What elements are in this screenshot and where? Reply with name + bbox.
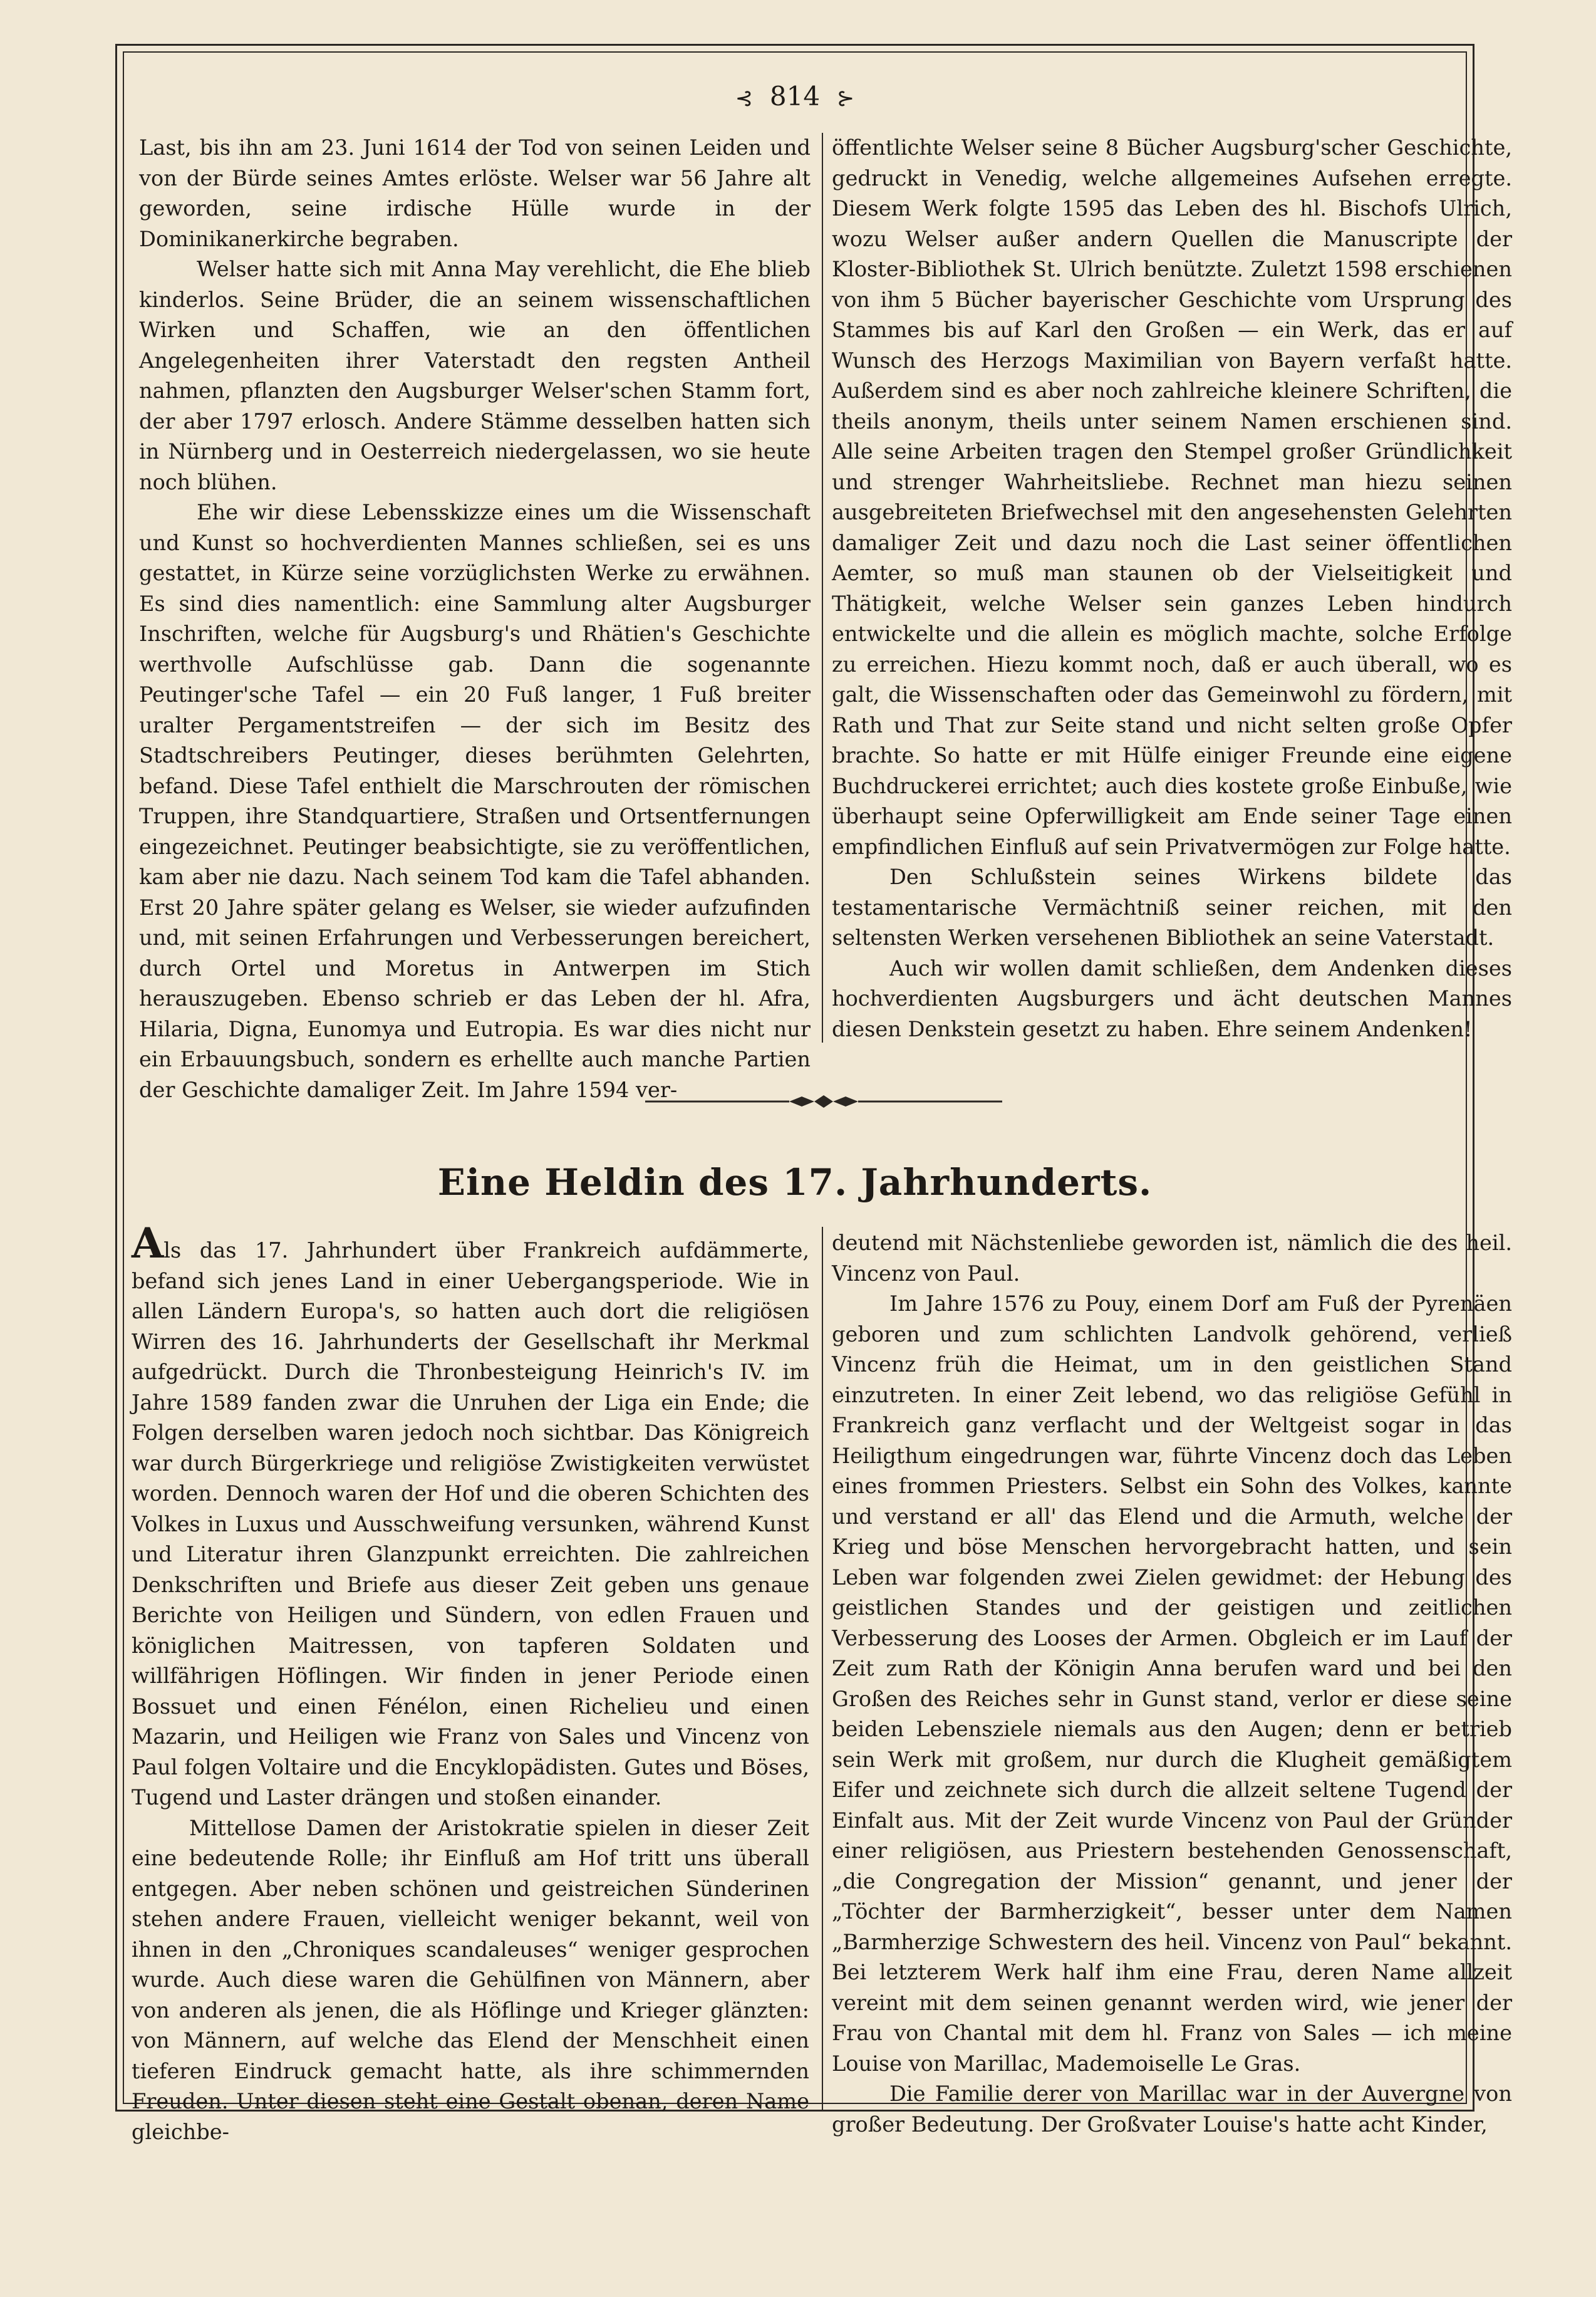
first-paragraph [132,1219,809,1813]
article1-column-left [139,133,811,1105]
paragraph-text: ls das 17. Jahrhundert über Frankreich aufdämmerte, befand sich jenes Land in einer Uebergangsperiode. Wie in allen Ländern Europa's, so hatten auch dort die religiösen Wirren des 16. Jahrhunderts der Gesellschaft ihr Merkmal aufgedrückt. Durch die Thronbesteigung Heinrich's IV. im Jahre 1589 fanden zwar die Unruhen der Liga ein Ende; die Folgen derselben waren jedoch noch sichtbar. Das Königreich war durch Bürgerkriege und religiöse Zwistigkeiten verwüstet worden. Dennoch waren der Hof und die oberen Schichten des Volkes in Luxus und Ausschweifung versunken, während Kunst und Literatur ihren Glanzpunkt erreichten. Die zahlreichen Denkschriften und Briefe aus dieser Zeit geben uns genaue Berichte von Heiligen und Sündern, von edlen Frauen und königlichen Maitressen, von tapferen Soldaten und willfährigen Höflingen. Wir finden in jener Periode einen Bossuet und einen Fénélon, einen Richelieu und einen Mazarin, und Heiligen wie Franz von Sales und Vincenz von Paul folgen Voltaire und die Encyklopädisten. Gutes und Böses, Tugend und Laster drängen und stoßen einander. [132,1238,809,1810]
article2-column-right [832,1228,1512,2140]
drop-cap: A [132,1219,164,1268]
page-number: 814 [769,81,821,112]
ornament-right: ⊱ [836,86,855,111]
paragraph: Welser hatte sich mit Anna May verehlicht, die Ehe blieb kinderlos. Seine Brüder, die an seinem wissenschaftlichen Wirken und Schaffen, wie an den öffentlichen Angelegenheiten ihrer Vaterstadt den regsten Antheil nahmen, pflanzten den Augsburger Welser'schen Stamm fort, der aber 1797 erlosch. Andere Stämme desselben hatten sich in Nürnberg und in Oesterreich niedergelassen, wo sie heute noch blühen. [139,257,811,494]
paragraph: Ehe wir diese Lebensskizze eines um die Wissenschaft und Kunst so hochverdienten Mannes schließen, sei es uns gestattet, in Kürze seine vorzüglichsten Werke zu erwähnen. Es sind dies namentlich: eine Sammlung alter Augsburger Inschriften, welche für Augsburg's und Rhätien's Geschichte werthvolle Aufschlüsse gab. Dann die sogenannte Peutinger'sche Tafel — ein 20 Fuß langer, 1 Fuß breiter uralter Pergamentstreifen — der sich im Besitz des Stadtschreibers Peutinger, dieses berühmten Gelehrten, befand. Diese Tafel enthielt die Marschrouten der römischen Truppen, ihre Standquartiere, Straßen und Ortsentfernungen eingezeichnet. Peutinger beabsichtigte, sie zu veröffentlichen, kam aber nie dazu. Nach seinem Tod kam die Tafel abhanden. Erst 20 Jahre später gelang es Welser, sie wieder aufzufinden und, mit seinen Erfahrungen und Verbesserungen bereichert, durch Ortel und Moretus in Antwerpen im Stich herauszugeben. Ebenso schrieb er das Leben der hl. Afra, Hilaria, Digna, Eunomya und Eutropia. Es war dies nicht nur ein Erbauungsbuch, sondern es erhellte auch manche Partien der Geschichte damaliger Zeit. Im Jahre 1594 ver- [139,500,811,1102]
article2-column-left [132,1219,809,2147]
column-divider-bottom [822,1227,823,2110]
article-title: Eine Heldin des 17. Jahrhunderts. [437,1161,1153,1204]
ornamental-divider [645,1089,1002,1114]
paragraph: Auch wir wollen damit schließen, dem Andenken dieses hochverdienten Augsburgers und ächt deutschen Mannes diesen Denkstein gesetzt zu haben. Ehre seinem Andenken! [832,956,1512,1041]
page-header [123,79,1467,116]
paragraph: Den Schlußstein seines Wirkens bildete das testamentarische Vermächtniß seiner reichen, mit den seltensten Werken versehenen Bibliothek an seine Vaterstadt. [832,865,1512,950]
column-divider-top [822,133,823,1043]
paragraph: deutend mit Nächstenliebe geworden ist, nämlich die des heil. Vincenz von Paul. [832,1231,1512,1286]
paragraph: Im Jahre 1576 zu Pouy, einem Dorf am Fuß der Pyrenäen geboren und zum schlichten Landvolk gehörend, verließ Vincenz früh die Heimat, um in den geistlichen Stand einzutreten. In einer Zeit lebend, wo das religiöse Gefühl in Frankreich ganz verflacht und der Weltgeist sogar in das Heiligthum eingedrungen war, führte Vincenz doch das Leben eines frommen Priesters. Selbst ein Sohn des Volkes, kannte und verstand er all' das Elend und die Armuth, welche der Krieg und böse Menschen hervorgebracht hatten, und sein Leben war folgenden zwei Zielen gewidmet: der Hebung des geistlichen Standes und der geistigen und zeitlichen Verbesserung des Looses der Armen. Obgleich er im Lauf der Zeit zum Rath der Königin Anna berufen ward und bei den Großen des Reiches sehr in Gunst stand, verlor er diese seine beiden Lebensziele niemals aus den Augen; denn er betrieb sein Werk mit großem, nur durch die Klugheit gemäßigtem Eifer und zeichnete sich durch die allzeit seltene Tugend der Einfalt aus. Mit der Zeit wurde Vincenz von Paul der Gründer einer religiösen, aus Priestern bestehenden Genossenschaft, „die Congregation der Mission“ genannt, und jener der „Töchter der Barmherzigkeit“, besser unter dem Namen „Barmherzige Schwestern des heil. Vincenz von Paul“ bekannt. Bei letzterem Werk half ihm eine Frau, deren Name allzeit vereint mit dem seinen genannt werden wird, wie jener der Frau von Chantal mit dem hl. Franz von Sales — ich meine Louise von Marillac, Mademoiselle Le Gras. [832,1291,1512,2076]
ornament-left: ⊰ [735,86,754,111]
article1-column-right [832,133,1512,1044]
paragraph: öffentlichte Welser seine 8 Bücher Augsburg'scher Geschichte, gedruckt in Venedig, welche allgemeines Aufsehen erregte. Diesem Werk folgte 1595 das Leben des hl. Bischofs Ulrich, wozu Welser außer andern Quellen die Manuscripte der Kloster-Bibliothek St. Ulrich benützte. Zuletzt 1598 erschienen von ihm 5 Bücher bayerischer Geschichte vom Ursprung des Stammes bis auf Karl den Großen — ein Werk, das er auf Wunsch des Herzogs Maximilian von Bayern verfaßt hatte. Außerdem sind es aber noch zahlreiche kleinere Schriften, die theils anonym, theils unter seinem Namen erschienen sind. Alle seine Arbeiten tragen den Stempel großer Gründlichkeit und strenger Wahrheitsliebe. Rechnet man hiezu seinen ausgebreiteten Briefwechsel mit den angesehensten Gelehrten damaliger Zeit und dazu noch die Last seiner öffentlichen Aemter, so muß man staunen ob der Vielseitigkeit und Thätigkeit, welche Welser sein ganzes Leben hindurch entwickelte und die allein es möglich machte, solche Erfolge zu erreichen. Hiezu kommt noch, daß er auch überall, wo es galt, die Wissenschaften oder das Gemeinwohl zu fördern, mit Rath und That zur Seite stand und nicht selten große Opfer brachte. So hatte er mit Hülfe einiger Freunde eine eigene Buchdruckerei errichtet; auch dies kostete große Einbuße, wie überhaupt seine Opferwilligkeit am Ende seiner Tage einen empfindlichen Einfluß auf sein Privatvermögen zur Folge hatte. [832,135,1512,859]
paragraph: Mittellose Damen der Aristokratie spielen in dieser Zeit eine bedeutende Rolle; ihr Einfluß am Hof tritt uns überall entgegen. Aber neben schönen und geistreichen Sünderinen stehen andere Frauen, vielleicht weniger bekannt, weil von ihnen in den „Chroniques scandaleuses“ weniger gesprochen wurde. Auch diese waren die Gehülfinen von Männern, aber von anderen als jenen, die als Höflinge und Krieger glänzten: von Männern, auf welche das Elend der Menschheit einen tieferen Eindruck gemacht hatte, als ihre schimmernden Freuden. Unter diesen steht eine Gestalt obenan, deren Name gleichbe- [132,1815,809,2144]
paragraph: Die Familie derer von Marillac war in der Auvergne von großer Bedeutung. Der Großvater Louise's hatte acht Kinder, [832,2081,1512,2137]
paragraph: Last, bis ihn am 23. Juni 1614 der Tod von seinen Leiden und von der Bürde seines Amtes erlöste. Welser war 56 Jahre alt geworden, seine irdische Hülle wurde in der Dominikanerkirche begraben. [139,135,811,251]
